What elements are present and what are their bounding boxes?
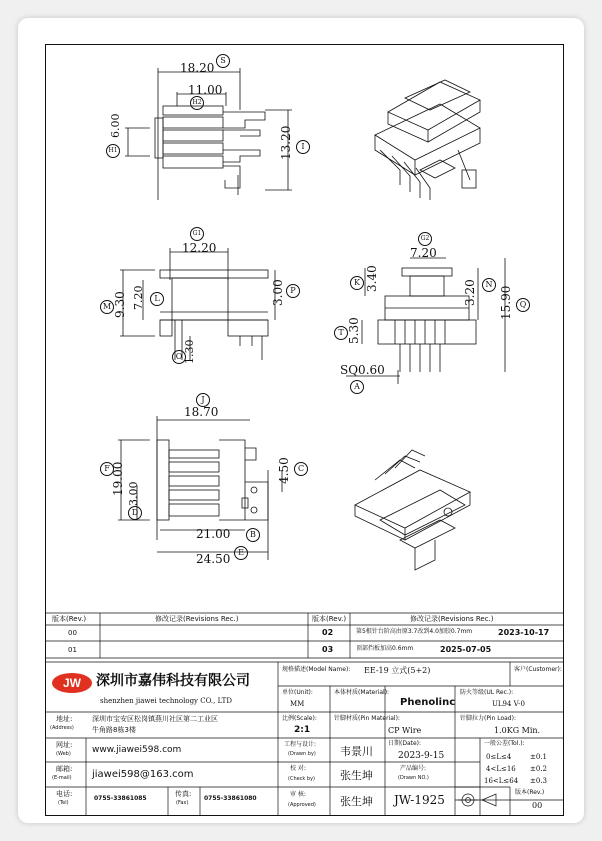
drawn-label: 工程与设计: <box>284 741 317 748</box>
company-name-en: shenzhen jiawei technology CO., LTD <box>100 697 232 705</box>
address-line1: 深圳市宝安区松岗镇燕川社区第二工业区 <box>92 715 218 723</box>
date-value: 2023-9-15 <box>398 751 445 761</box>
dim-13-20: 13.20 <box>279 125 293 160</box>
tel-value: 0755-33861085 <box>94 795 147 802</box>
dim-3-00-low: 3.00 <box>127 481 140 506</box>
email-label-en: (E-mail) <box>52 775 72 781</box>
tolerance-label: 一般公差(Tol.): <box>484 740 525 747</box>
rev-header-right: 版本(Rev.) <box>312 615 347 623</box>
tol-row-2-range: 4<L≤16 <box>486 765 516 773</box>
rev-rec-header-right: 修改记录(Revisions Rec.) <box>410 615 494 623</box>
check-label: 校 对: <box>290 765 306 772</box>
dim-18-20: 18.20 <box>180 61 215 75</box>
date-label: 日期(Date): <box>388 740 422 747</box>
label-j: J <box>196 393 210 407</box>
approved-value: 张生坤 <box>340 795 373 808</box>
rev-header-left: 版本(Rev.) <box>52 615 87 623</box>
check-label-en: (Check by) <box>288 776 316 782</box>
fax-value: 0755-33861080 <box>204 795 257 802</box>
dim-19-00: 19.00 <box>111 461 125 496</box>
rev-01: 01 <box>68 646 77 654</box>
web-label: 网址: <box>56 741 73 749</box>
dim-3-40: 3.40 <box>365 265 379 292</box>
rev-02-date: 2023-10-17 <box>498 628 550 637</box>
approved-label-en: (Approved) <box>288 802 316 808</box>
rev-02-rec: 第5根针台阶高由原3.7改到4.0加胶0.7mm <box>356 628 473 635</box>
dim-21-00: 21.00 <box>196 527 231 541</box>
address-line2: 牛角路8栋3楼 <box>92 726 136 734</box>
dim-4-50: 4.50 <box>277 457 291 484</box>
rev-rec-header-left: 修改记录(Revisions Rec.) <box>155 615 239 623</box>
dim-18-70: 18.70 <box>184 405 219 419</box>
dim-11-00: 11.00 <box>188 83 223 97</box>
rev-box-value: 00 <box>532 801 543 810</box>
label-m: M <box>100 300 114 314</box>
address-label: 地址: <box>56 715 73 723</box>
company-logo: JW <box>52 673 92 693</box>
pin-material-value: CP Wire <box>388 726 422 735</box>
email-label: 邮箱: <box>56 765 73 773</box>
scale-value: 2:1 <box>294 725 311 735</box>
flame-value: UL94 V-0 <box>492 700 525 708</box>
web-value[interactable]: www.jiawei598.com <box>92 745 182 755</box>
label-f: F <box>100 462 114 476</box>
material-label: 本体材质(Material): <box>334 689 390 696</box>
fax-label: 传真: <box>175 790 192 798</box>
fax-label-en: (Fax) <box>176 800 189 806</box>
rev-00: 00 <box>68 629 77 637</box>
approved-label: 审 核: <box>290 791 306 798</box>
view-iso-bottom <box>355 450 470 570</box>
dim-12-20: 12.20 <box>182 241 217 255</box>
rev-02: 02 <box>322 628 334 637</box>
dim-1-30: 1.30 <box>183 339 196 364</box>
label-h2: H2 <box>190 96 204 110</box>
spec-label: 规格描述(Model Name): <box>282 666 351 673</box>
company-name-cn: 深圳市嘉伟科技有限公司 <box>96 673 250 689</box>
unit-value: MM <box>290 700 305 708</box>
web-label-en: (Web) <box>56 751 71 757</box>
drawing-no-value: JW-1925 <box>394 793 445 807</box>
drawn-label-en: (Drawn by) <box>288 751 316 757</box>
label-s: S <box>216 54 230 68</box>
rev-03-date: 2025-07-05 <box>440 645 492 654</box>
drawn-value: 韦景川 <box>340 745 373 758</box>
tol-row-3-value: ±0.3 <box>530 777 547 785</box>
tol-row-3-range: 16<L≤64 <box>484 777 519 785</box>
flame-label: 防火等级(UL Rec.): <box>460 689 514 696</box>
pin-load-value: 1.0KG Min. <box>494 726 541 735</box>
rev-box-label: 版本(Rev.) <box>515 789 545 796</box>
label-e: E <box>234 546 248 560</box>
label-i: I <box>296 140 310 154</box>
spec-value: EE-19 立式(5+2) <box>364 666 431 675</box>
check-value: 张生坤 <box>340 769 373 782</box>
label-g1: G1 <box>190 227 204 241</box>
rev-03: 03 <box>322 645 334 654</box>
label-o: O <box>172 350 186 364</box>
dim-24-50: 24.50 <box>196 552 231 566</box>
dim-7-20-left: 7.20 <box>132 285 145 310</box>
tel-label: 电话: <box>56 790 73 798</box>
scale-label: 比例(Scale): <box>282 715 317 722</box>
drawing-no-label: 产品编号: <box>400 765 427 772</box>
rev-03-rec: 顶部挡板加高0.6mm <box>356 645 414 652</box>
tol-row-2-value: ±0.2 <box>530 765 547 773</box>
label-h1: H1 <box>106 144 120 158</box>
tol-row-1-value: ±0.1 <box>530 753 547 761</box>
pin-material-label: 针脚材质(Pin Material): <box>334 715 400 722</box>
pin-load-label: 针脚拉力(Pin Load): <box>460 715 516 722</box>
dim-3-20: 3.20 <box>463 279 477 306</box>
material-value: Phenolinc <box>400 697 456 708</box>
label-l: L <box>150 292 164 306</box>
label-p: P <box>286 284 300 298</box>
dim-6-00: 6.00 <box>109 113 122 138</box>
tol-row-1-range: 0≤L≤4 <box>486 753 512 761</box>
label-t: T <box>334 326 348 340</box>
label-k: K <box>350 276 364 290</box>
label-a: A <box>350 380 364 394</box>
dim-5-30: 5.30 <box>347 317 361 344</box>
dim-15-90: 15.90 <box>499 285 513 320</box>
label-q: Q <box>516 298 530 312</box>
label-n: N <box>482 278 496 292</box>
label-g2: G2 <box>418 232 432 246</box>
label-d: D <box>128 506 142 520</box>
email-value[interactable]: jiawei598@163.com <box>92 769 194 780</box>
tel-label-en: (Tel) <box>58 800 69 806</box>
customer-label: 客户(Customer): <box>514 666 562 673</box>
label-c: C <box>294 462 308 476</box>
dim-3-00-mid: 3.00 <box>271 279 285 306</box>
dim-9-30: 9.30 <box>113 291 127 318</box>
drawing-no-label-en: (Drawn NO.) <box>398 775 429 781</box>
dim-7-20-right: 7.20 <box>410 246 437 260</box>
dim-sq-0-60: SQ0.60 <box>340 363 385 377</box>
unit-label: 单位(Unit): <box>282 689 313 696</box>
view-iso-top <box>375 80 480 200</box>
address-label-en: (Address) <box>50 725 74 731</box>
label-b: B <box>246 528 260 542</box>
